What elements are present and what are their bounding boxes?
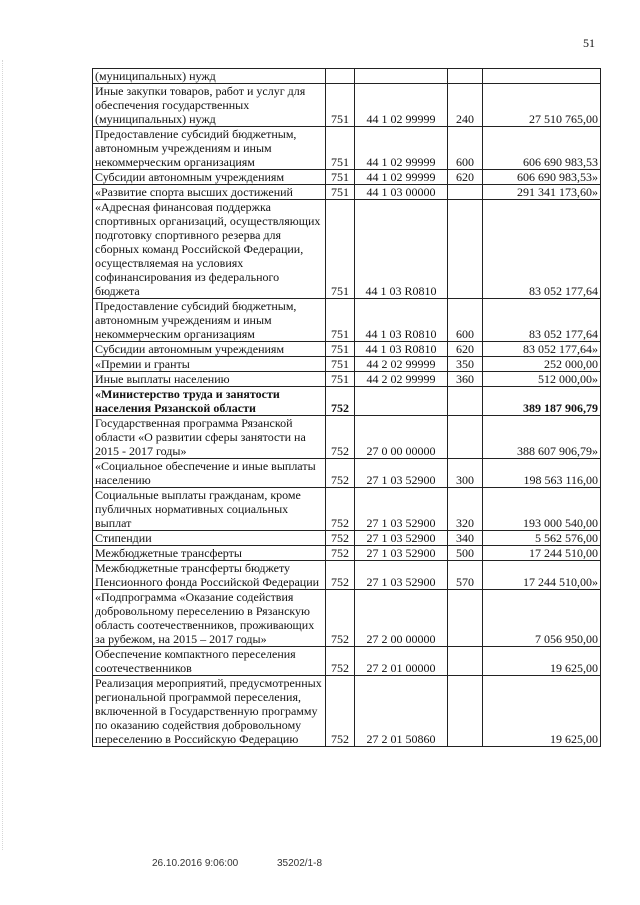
- table-row: [93, 590, 601, 647]
- row-expense-type-cell: 620: [448, 342, 483, 357]
- row-name-cell: (муниципальных) нужд: [93, 69, 326, 84]
- row-department-code-cell: 751: [326, 127, 355, 170]
- table-row: [93, 561, 601, 590]
- row-amount-cell: 388 607 906,79»: [483, 416, 601, 459]
- row-name-cell: «Подпрограмма «Оказание содействия добровольному переселению в Рязанскую область соотечественников, проживающих за рубежом, на 2015 – 2017 годы»: [93, 590, 326, 647]
- row-target-article-cell: 44 1 02 99999: [355, 84, 448, 127]
- row-expense-type-cell: 600: [448, 127, 483, 170]
- table-row: [93, 647, 601, 676]
- row-amount-cell: 17 244 510,00»: [483, 561, 601, 590]
- row-target-article-cell: 27 1 03 52900: [355, 459, 448, 488]
- row-amount-cell: 5 562 576,00: [483, 531, 601, 546]
- row-department-code-cell: 752: [326, 459, 355, 488]
- row-name-cell: Реализация мероприятий, предусмотренных региональной программой переселения, включенной в Государственную программу по оказанию содействия добровольному переселению в Российскую Федерацию: [93, 676, 326, 747]
- row-name-cell: «Развитие спорта высших достижений: [93, 185, 326, 200]
- table-row: [93, 416, 601, 459]
- row-department-code-cell: [326, 69, 355, 84]
- row-expense-type-cell: 570: [448, 561, 483, 590]
- table-row: [93, 69, 601, 84]
- table-row: [93, 200, 601, 299]
- row-department-code-cell: 751: [326, 84, 355, 127]
- row-amount-cell: 512 000,00»: [483, 372, 601, 387]
- row-department-code-cell: 752: [326, 546, 355, 561]
- row-name-cell: «Адресная финансовая поддержка спортивных организаций, осуществляющих подготовку спортивного резерва для сборных команд Российской Федерации, осуществляемая на условиях софинансирования из федерального бюджета: [93, 200, 326, 299]
- row-target-article-cell: 44 1 03 R0810: [355, 342, 448, 357]
- row-expense-type-cell: [448, 416, 483, 459]
- row-department-code-cell: 751: [326, 342, 355, 357]
- row-department-code-cell: 751: [326, 372, 355, 387]
- row-name-cell: Государственная программа Рязанской области «О развитии сферы занятости на 2015 - 2017 годы»: [93, 416, 326, 459]
- row-name-cell: «Социальное обеспечение и иные выплаты населению: [93, 459, 326, 488]
- row-target-article-cell: 27 1 03 52900: [355, 561, 448, 590]
- row-amount-cell: 17 244 510,00: [483, 546, 601, 561]
- row-department-code-cell: 752: [326, 647, 355, 676]
- margin-scan-artifact: [2, 60, 11, 850]
- table-row: [93, 546, 601, 561]
- row-expense-type-cell: 350: [448, 357, 483, 372]
- table-row: [93, 185, 601, 200]
- table-row: [93, 357, 601, 372]
- row-department-code-cell: 752: [326, 561, 355, 590]
- row-name-cell: Предоставление субсидий бюджетным, автономным учреждениям и иным некоммерческим организациям: [93, 127, 326, 170]
- row-target-article-cell: 27 2 01 50860: [355, 676, 448, 747]
- row-target-article-cell: 27 0 00 00000: [355, 416, 448, 459]
- table-row: [93, 342, 601, 357]
- row-department-code-cell: 752: [326, 416, 355, 459]
- table-row: [93, 127, 601, 170]
- row-amount-cell: 7 056 950,00: [483, 590, 601, 647]
- row-department-code-cell: 751: [326, 357, 355, 372]
- row-expense-type-cell: 320: [448, 488, 483, 531]
- row-name-cell: Субсидии автономным учреждениям: [93, 170, 326, 185]
- row-name-cell: Межбюджетные трансферты: [93, 546, 326, 561]
- row-expense-type-cell: [448, 647, 483, 676]
- table-row: [93, 531, 601, 546]
- footer-document-code: 35202/1-8: [277, 858, 323, 869]
- row-amount-cell: 83 052 177,64: [483, 299, 601, 342]
- row-name-cell: Социальные выплаты гражданам, кроме публичных нормативных социальных выплат: [93, 488, 326, 531]
- row-amount-cell: 252 000,00: [483, 357, 601, 372]
- row-target-article-cell: 44 1 03 R0810: [355, 200, 448, 299]
- row-name-cell: Предоставление субсидий бюджетным, автономным учреждениям и иным некоммерческим организациям: [93, 299, 326, 342]
- row-target-article-cell: [355, 69, 448, 84]
- row-target-article-cell: 27 2 00 00000: [355, 590, 448, 647]
- row-department-code-cell: 752: [326, 488, 355, 531]
- footer-date: 26.10.2016 9:06:00: [152, 858, 239, 869]
- row-expense-type-cell: 600: [448, 299, 483, 342]
- row-department-code-cell: 751: [326, 299, 355, 342]
- row-expense-type-cell: [448, 590, 483, 647]
- table-row: [93, 676, 601, 747]
- table-row: [93, 459, 601, 488]
- row-expense-type-cell: [448, 387, 483, 416]
- row-department-code-cell: 752: [326, 387, 355, 416]
- row-target-article-cell: 27 1 03 52900: [355, 546, 448, 561]
- row-expense-type-cell: 240: [448, 84, 483, 127]
- table-row: [93, 387, 601, 416]
- budget-table-body: [93, 69, 601, 747]
- row-expense-type-cell: 300: [448, 459, 483, 488]
- row-expense-type-cell: [448, 185, 483, 200]
- row-expense-type-cell: 620: [448, 170, 483, 185]
- row-amount-cell: 606 690 983,53»: [483, 170, 601, 185]
- row-target-article-cell: 27 1 03 52900: [355, 488, 448, 531]
- row-expense-type-cell: [448, 200, 483, 299]
- table-row: [93, 488, 601, 531]
- row-department-code-cell: 752: [326, 676, 355, 747]
- row-target-article-cell: 44 1 03 R0810: [355, 299, 448, 342]
- row-amount-cell: 19 625,00: [483, 676, 601, 747]
- table-row: [93, 372, 601, 387]
- row-name-cell: Иные выплаты населению: [93, 372, 326, 387]
- table-row: [93, 299, 601, 342]
- row-amount-cell: 83 052 177,64: [483, 200, 601, 299]
- row-name-cell: «Премии и гранты: [93, 357, 326, 372]
- row-name-cell: Субсидии автономным учреждениям: [93, 342, 326, 357]
- row-department-code-cell: 751: [326, 170, 355, 185]
- row-name-cell: «Министерство труда и занятости населения Рязанской области: [93, 387, 326, 416]
- page-number: 51: [583, 36, 595, 50]
- row-expense-type-cell: 360: [448, 372, 483, 387]
- row-department-code-cell: 752: [326, 531, 355, 546]
- row-amount-cell: 19 625,00: [483, 647, 601, 676]
- row-department-code-cell: 752: [326, 590, 355, 647]
- row-target-article-cell: 44 1 02 99999: [355, 170, 448, 185]
- row-amount-cell: 27 510 765,00: [483, 84, 601, 127]
- row-expense-type-cell: [448, 69, 483, 84]
- row-expense-type-cell: 500: [448, 546, 483, 561]
- row-name-cell: Обеспечение компактного переселения соотечественников: [93, 647, 326, 676]
- row-department-code-cell: 751: [326, 200, 355, 299]
- row-amount-cell: 291 341 173,60»: [483, 185, 601, 200]
- row-name-cell: Межбюджетные трансферты бюджету Пенсионного фонда Российской Федерации: [93, 561, 326, 590]
- row-amount-cell: 83 052 177,64»: [483, 342, 601, 357]
- row-amount-cell: 198 563 116,00: [483, 459, 601, 488]
- row-target-article-cell: 27 1 03 52900: [355, 531, 448, 546]
- row-amount-cell: 193 000 540,00: [483, 488, 601, 531]
- budget-table: [92, 68, 601, 747]
- table-row: [93, 84, 601, 127]
- row-amount-cell: 606 690 983,53: [483, 127, 601, 170]
- row-target-article-cell: 27 2 01 00000: [355, 647, 448, 676]
- row-amount-cell: 389 187 906,79: [483, 387, 601, 416]
- row-target-article-cell: 44 2 02 99999: [355, 372, 448, 387]
- row-target-article-cell: 44 1 03 00000: [355, 185, 448, 200]
- row-expense-type-cell: [448, 676, 483, 747]
- row-amount-cell: [483, 69, 601, 84]
- row-name-cell: Иные закупки товаров, работ и услуг для обеспечения государственных (муниципальных) нужд: [93, 84, 326, 127]
- table-row: [93, 170, 601, 185]
- row-target-article-cell: 44 1 02 99999: [355, 127, 448, 170]
- row-target-article-cell: [355, 387, 448, 416]
- row-name-cell: Стипендии: [93, 531, 326, 546]
- row-expense-type-cell: 340: [448, 531, 483, 546]
- row-department-code-cell: 751: [326, 185, 355, 200]
- row-target-article-cell: 44 2 02 99999: [355, 357, 448, 372]
